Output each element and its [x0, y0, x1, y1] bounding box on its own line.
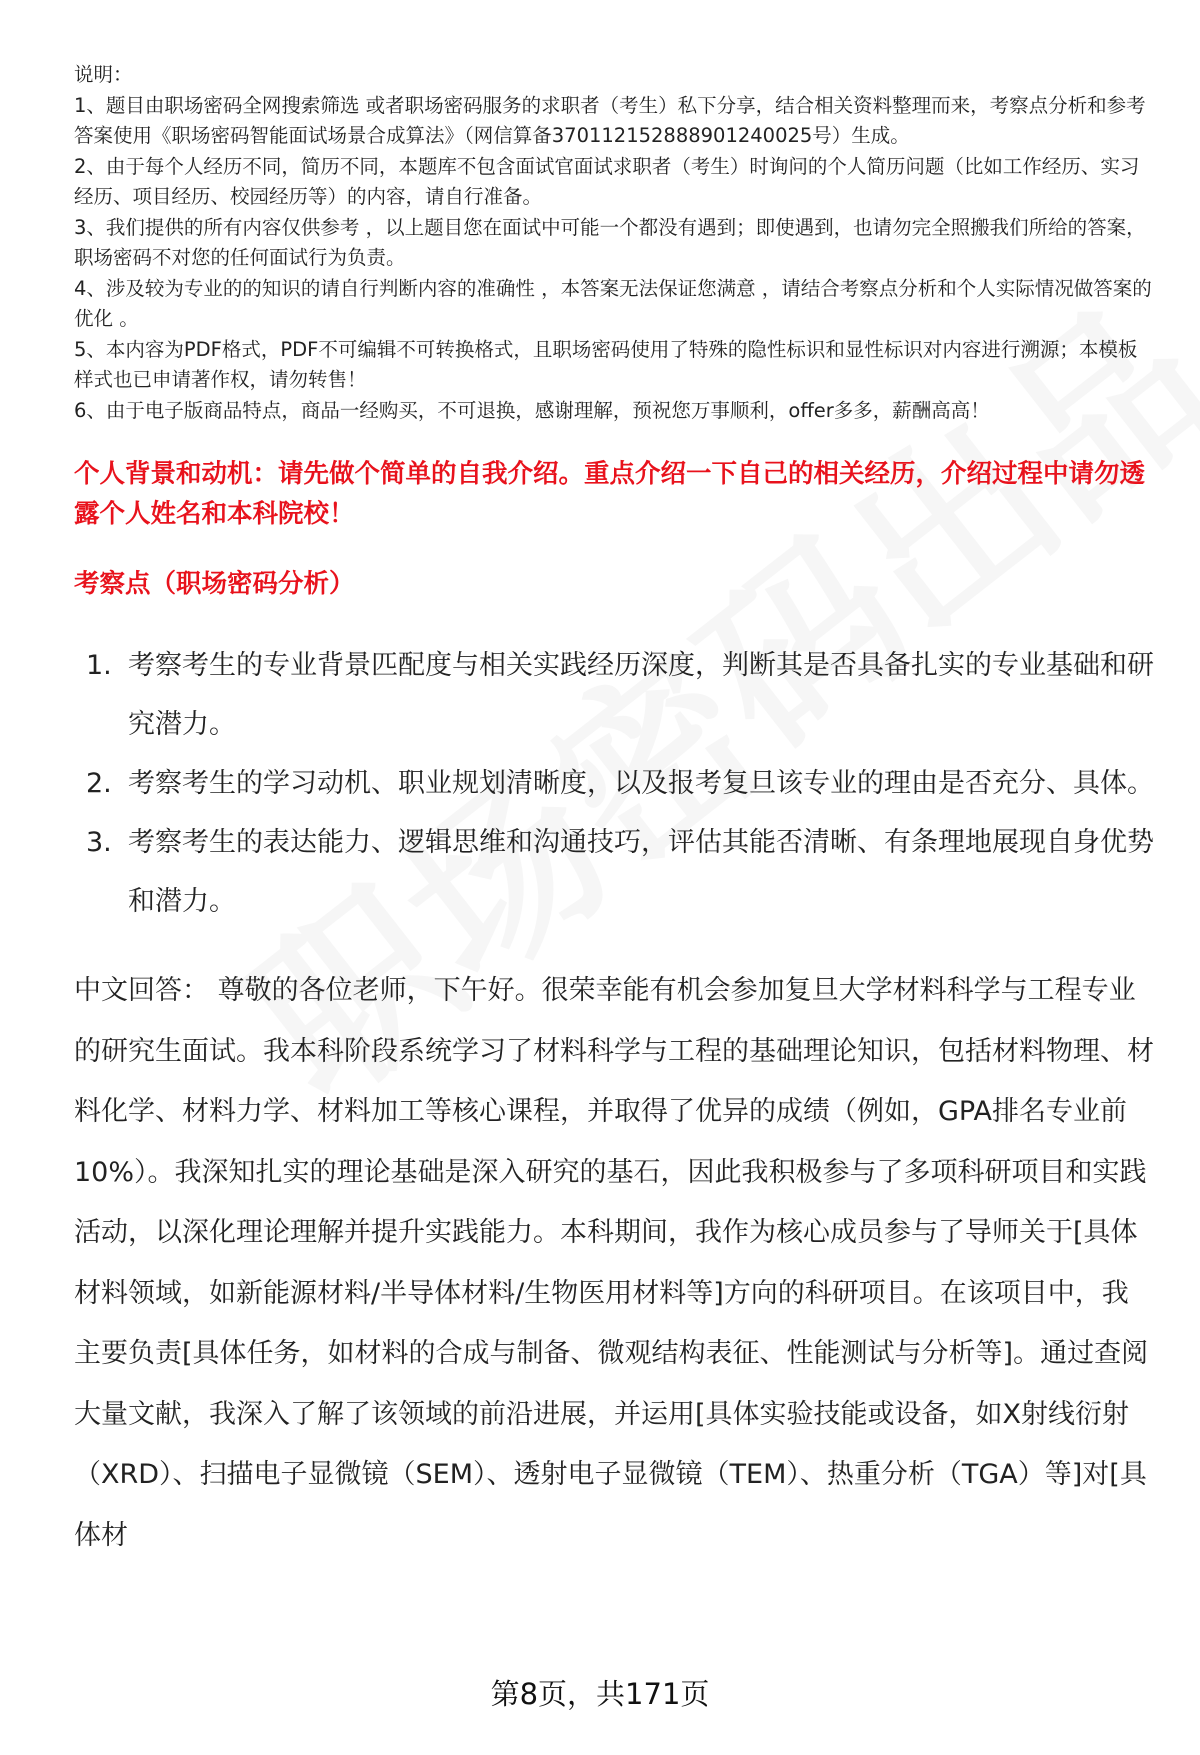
- analysis-point: [74, 636, 1154, 754]
- page-content: [74, 60, 1154, 1566]
- point-text: 考察考生的学习动机、职业规划清晰度，以及报考复旦该专业的理由是否充分、具体。: [128, 768, 1154, 799]
- point-number: 2.: [86, 768, 112, 799]
- point-number: 3.: [86, 827, 112, 858]
- point-number: 1.: [86, 650, 112, 681]
- note-item: 6、由于电子版商品特点，商品一经购买，不可退换，感谢理解，预祝您万事顺利，offer多多，薪酬高高！: [74, 398, 990, 422]
- note-item: 3、我们提供的所有内容仅供参考 ，以上题目您在面试中可能一个都没有遇到；即使遇到，也请勿完全照搬我们所给的答案，职场密码不对您的任何面试行为负责。: [74, 215, 1146, 269]
- point-text: 考察考生的专业背景匹配度与相关实践经历深度，判断其是否具备扎实的专业基础和研究潜力。: [128, 650, 1154, 740]
- note-item: 1、题目由职场密码全网搜索筛选 或者职场密码服务的求职者（考生）私下分享，结合相关资料整理而来，考察点分析和参考答案使用《职场密码智能面试场景合成算法》（网信算备370112152888901240025号）生成。: [74, 93, 1146, 147]
- answer-text: 中文回答： 尊敬的各位老师，下午好。很荣幸能有机会参加复旦大学材料科学与工程专业的研究生面试。我本科阶段系统学习了材料科学与工程的基础理论知识，包括材料物理、材料化学、材料力学、材料加工等核心课程，并取得了优异的成绩（例如，GPA排名专业前10%）。我深知扎实的理论基础是深入研究的基石，因此我积极参与了多项科研项目和实践活动，以深化理论理解并提升实践能力。本科期间，我作为核心成员参与了导师关于[具体材料领域，如新能源材料/半导体材料/生物医用材料等]方向的科研项目。在该项目中，我主要负责[具体任务，如材料的合成与制备、微观结构表征、性能测试与分析等]。通过查阅大量文献，我深入了解了该领域的前沿进展，并运用[具体实验技能或设备，如X射线衍射（XRD）、扫描电子显微镜（SEM）、透射电子显微镜（TEM）、热重分析（TGA）等]对[具体材: [74, 975, 1154, 1551]
- question-heading: 个人背景和动机：请先做个简单的自我介绍。重点介绍一下自己的相关经历，介绍过程中请勿透露个人姓名和本科院校！: [74, 459, 1146, 529]
- disclaimer-notes: [74, 60, 1154, 426]
- analysis-point: [74, 754, 1154, 813]
- note-item: 5、本内容为PDF格式，PDF不可编辑不可转换格式，且职场密码使用了特殊的隐性标识和显性标识对内容进行溯源；本模板样式也已申请著作权，请勿转售！: [74, 337, 1138, 391]
- note-item: 4、涉及较为专业的的知识的请自行判断内容的准确性 ，本答案无法保证您满意 ，请结合考察点分析和个人实际情况做答案的优化 。: [74, 276, 1152, 330]
- analysis-point: [74, 813, 1154, 931]
- analysis-points: [74, 636, 1154, 931]
- note-item: 2、由于每个人经历不同，简历不同，本题库不包含面试官面试求职者（考生）时询问的个人简历问题（比如工作经历、实习经历、项目经历、校园经历等）的内容，请自行准备。: [74, 154, 1140, 208]
- notes-title: 说明：: [74, 63, 133, 86]
- analysis-title: 考察点（职场密码分析）: [74, 569, 355, 599]
- point-text: 考察考生的表达能力、逻辑思维和沟通技巧，评估其能否清晰、有条理地展现自身优势和潜力。: [128, 827, 1154, 917]
- page-number: 第8页，共171页: [490, 1677, 710, 1711]
